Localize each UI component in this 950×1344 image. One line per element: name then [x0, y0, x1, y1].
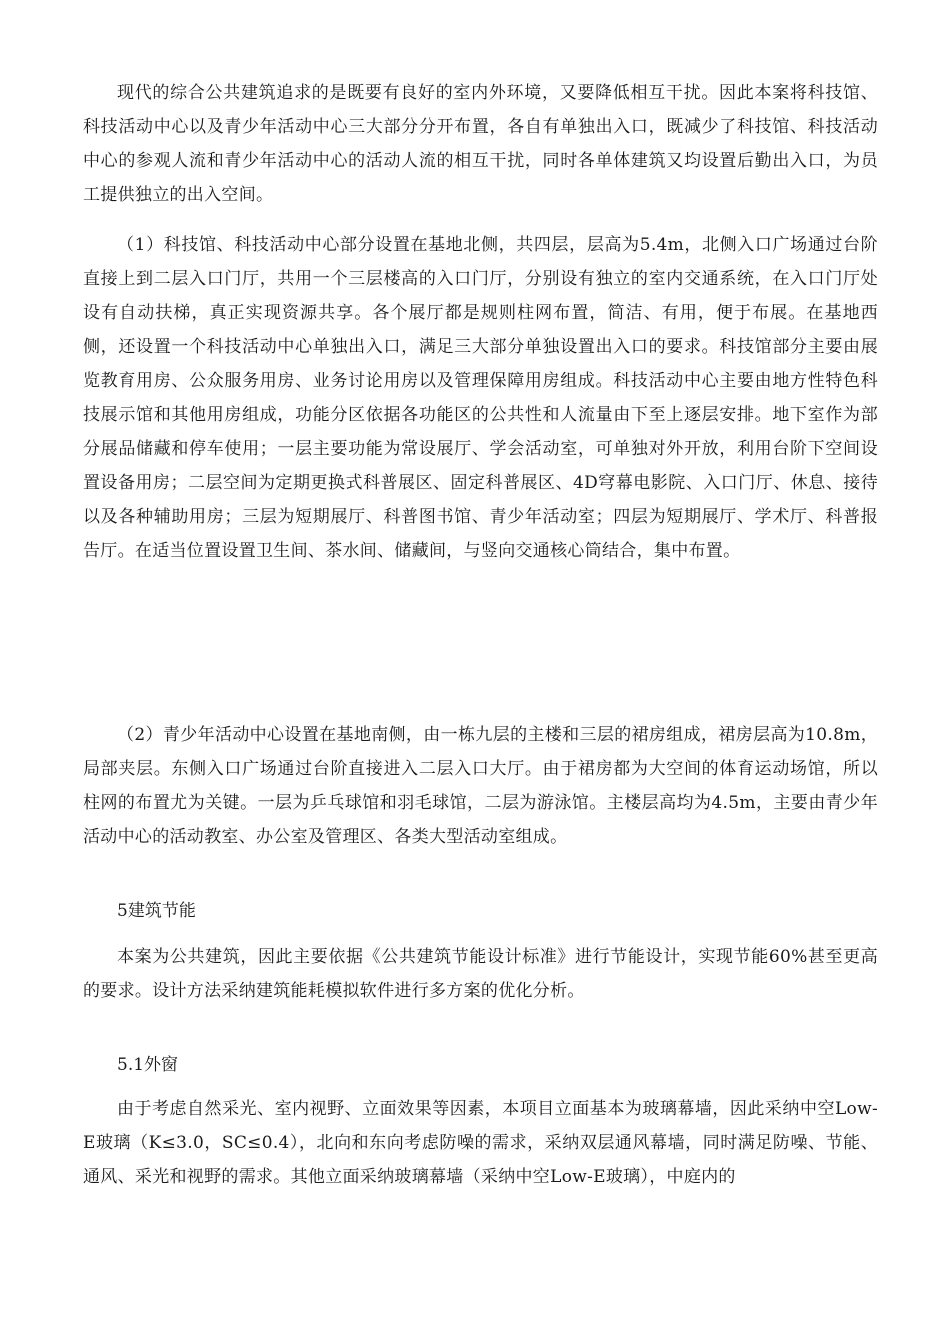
paragraph-science-museum: （1）科技馆、科技活动中心部分设置在基地北侧，共四层，层高为5.4m，北侧入口广场通过台阶直接上到二层入口门厅，共用一个三层楼高的入口门厅，分别设有独立的室内交通系统，在入口门厅处设有自动扶梯，真正实现资源共享。各个展厅都是规则柱网布置，简洁、有用，便于布展。在基地西侧，还设置一个科技活动中心单独出入口，满足三大部分单独设置出入口的要求。科技馆部分主要由展览教育用房、公众服务用房、业务讨论用房以及管理保障用房组成。科技活动中心主要由地方性特色科技展示馆和其他用房组成，功能分区依据各功能区的公共性和人流量由下至上逐层安排。地下室作为部分展品储藏和停车使用；一层主要功能为常设展厅、学会活动室，可单独对外开放，利用台阶下空间设置设备用房；二层空间为定期更换式科普展区、固定科普展区、4D穹幕电影院、入口门厅、休息、接待以及各种辅助用房；三层为短期展厅、科普图书馆、青少年活动室；四层为短期展厅、学术厅、科普报告厅。在适当位置设置卫生间、茶水间、储藏间，与竖向交通核心筒结合，集中布置。	[83, 235, 878, 561]
paragraph-windows: 由于考虑自然采光、室内视野、立面效果等因素，本项目立面基本为玻璃幕墙，因此采纳中空Low-E玻璃（K≤3.0，SC≤0.4），北向和东向考虑防噪的需求，采纳双层通风幕墙，同时满足防噪、节能、通风、采光和视野的需求。其他立面采纳玻璃幕墙（采纳中空Low-E玻璃），中庭内的	[83, 1099, 878, 1187]
section-heading-energy-saving: 5建筑节能	[117, 901, 196, 921]
paragraph-energy-saving: 本案为公共建筑，因此主要依据《公共建筑节能设计标准》进行节能设计，实现节能60%甚至更高的要求。设计方法采纳建筑能耗模拟软件进行多方案的优化分析。	[83, 947, 878, 1001]
section-heading-windows: 5.1外窗	[117, 1055, 179, 1075]
paragraph-layout-intro: 现代的综合公共建筑追求的是既要有良好的室内外环境，又要降低相互干扰。因此本案将科技馆、科技活动中心以及青少年活动中心三大部分分开布置，各自有单独出入口，既减少了科技馆、科技活动中心的参观人流和青少年活动中心的活动人流的相互干扰，同时各单体建筑又均设置后勤出入口，为员工提供独立的出入空间。	[83, 83, 878, 205]
paragraph-youth-center: （2）青少年活动中心设置在基地南侧，由一栋九层的主楼和三层的裙房组成，裙房层高为10.8m，局部夹层。东侧入口广场通过台阶直接进入二层入口大厅。由于裙房都为大空间的体育运动场馆，所以柱网的布置尤为关键。一层为乒乓球馆和羽毛球馆，二层为游泳馆。主楼层高均为4.5m，主要由青少年活动中心的活动教室、办公室及管理区、各类大型活动室组成。	[83, 725, 878, 847]
